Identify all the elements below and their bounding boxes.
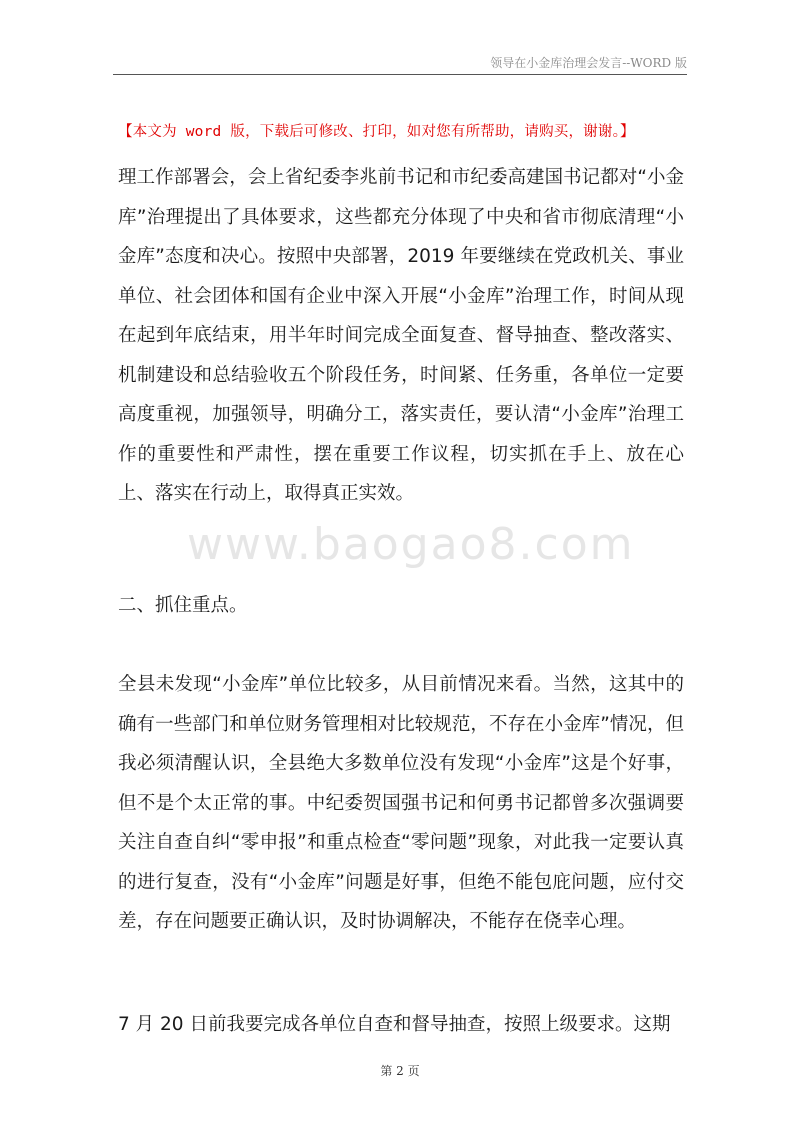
- header-divider: [113, 74, 687, 75]
- running-header: 领导在小金库治理会发言--WORD 版: [490, 56, 687, 70]
- page-number: 第 2 页: [380, 1064, 420, 1078]
- body-paragraph-1: 理工作部署会，会上省纪委李兆前书记和市纪委高建国书记都对“小金库”治理提出了具体要求，这些都充分体现了中央和省市彻底清理“小金库”态度和决心。按照中央部署，2019 年要继续在党政机关、事业单位、社会团体和国有企业中深入开展“小金库”治理工作，时间从现在起到年底结束，用半年时间完成全面复查、督导抽查、整改落实、机制建设和总结验收五个阶段任务，时间紧、任务重，各单位一定要高度重视，加强领导，明确分工，落实责任，要认清“小金库”治理工作的重要性和严肃性，摆在重要工作议程，切实抓在手上、放在心上、落实在行动上，取得真正实效。: [118, 167, 684, 504]
- section-heading-2: 二、抓住重点。: [118, 595, 248, 616]
- watermark: www.baogao8.com: [187, 519, 635, 570]
- download-notice: 【本文为 word 版，下载后可修改、打印，如对您有所帮助，请购买，谢谢。】: [118, 124, 635, 140]
- body-paragraph-4: 7 月 20 日前我要完成各单位自查和督导抽查，按照上级要求。这期: [118, 1014, 671, 1035]
- body-paragraph-3: 全县未发现“小金库”单位比较多，从目前情况来看。当然，这其中的确有一些部门和单位财务管理相对比较规范，不存在小金库”情况，但我必须清醒认识，全县绝大多数单位没有发现“小金库”这是个好事，但不是个太正常的事。中纪委贺国强书记和何勇书记都曾多次强调要关注自查自纠“零申报”和重点检查“零问题”现象，对此我一定要认真的进行复查，没有“小金库”问题是好事，但绝不能包庇问题，应付交差，存在问题要正确认识，及时协调解决，不能存在侥幸心理。: [118, 674, 684, 932]
